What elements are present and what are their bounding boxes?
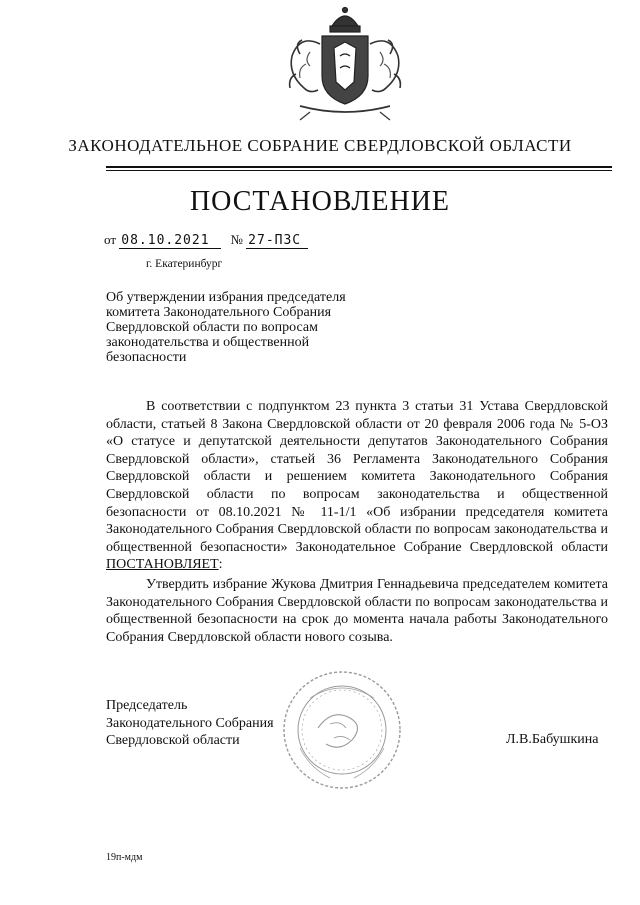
header-divider-thin <box>106 170 612 171</box>
signatory-name: Л.В.Бабушкина <box>506 732 599 747</box>
document-number: 27-ПЗС <box>246 233 308 249</box>
body-paragraph-1 <box>106 398 608 574</box>
document-date: 08.10.2021 <box>119 233 221 249</box>
header-divider-thick <box>106 166 612 168</box>
paragraph-1-text: В соответствии с подпунктом 23 пункта 3 статьи 31 Устава Свердловской области, статьей 8 Закона Свердловской области от 20 февраля 2006 года № 5-ОЗ «О статусе и депутатской деятельности депутатов Законодательного Собрания Свердловской области», статьей 36 Регламента Законодательного Собрания Свердловской области и решением комитета Законодательного Собрания Свердловской области по вопросам законодательства и общественной безопасности от 08.10.2021 № 11-1/1 «Об избрании председателя комитета Законодательного Собрания Свердловской области по вопросам законодательства и общественной безопасности» Законодательное Собрание Свердловской области <box>106 399 608 555</box>
date-number-line <box>104 232 308 249</box>
signatory-title <box>106 697 274 750</box>
number-prefix: № <box>230 232 243 247</box>
document-type-heading: ПОСТАНОВЛЕНИЕ <box>189 186 451 217</box>
document-subject: Об утверждении избрания председателя комитета Законодательного Собрания Свердловской области по вопросам законодательства и общественной безопасности <box>106 290 346 365</box>
resolves-colon: : <box>218 557 223 573</box>
resolves-word: ПОСТАНОВЛЯЕТ <box>106 557 219 573</box>
coat-of-arms-icon <box>270 4 420 124</box>
date-prefix: от <box>104 232 117 247</box>
signatory-title-line-1: Председатель <box>106 698 188 713</box>
organization-title: ЗАКОНОДАТЕЛЬНОЕ СОБРАНИЕ СВЕРДЛОВСКОЙ ОБЛАСТИ <box>68 136 572 155</box>
round-seal-stamp-icon <box>280 668 404 792</box>
footer-code: 19п-мдм <box>106 852 143 863</box>
signatory-title-line-2: Законодательного Собрания <box>106 715 274 731</box>
signatory-title-line-3: Свердловской области <box>106 733 240 749</box>
city-label: г. Екатеринбург <box>146 258 223 270</box>
body-paragraph-2: Утвердить избрание Жукова Дмитрия Геннадьевича председателем комитета Законодательного Собрания Свердловской области по вопросам законодательства и общественной безопасности на срок до момента начала работы Законодательного Собрания Свердловской области нового созыва. <box>106 577 608 645</box>
